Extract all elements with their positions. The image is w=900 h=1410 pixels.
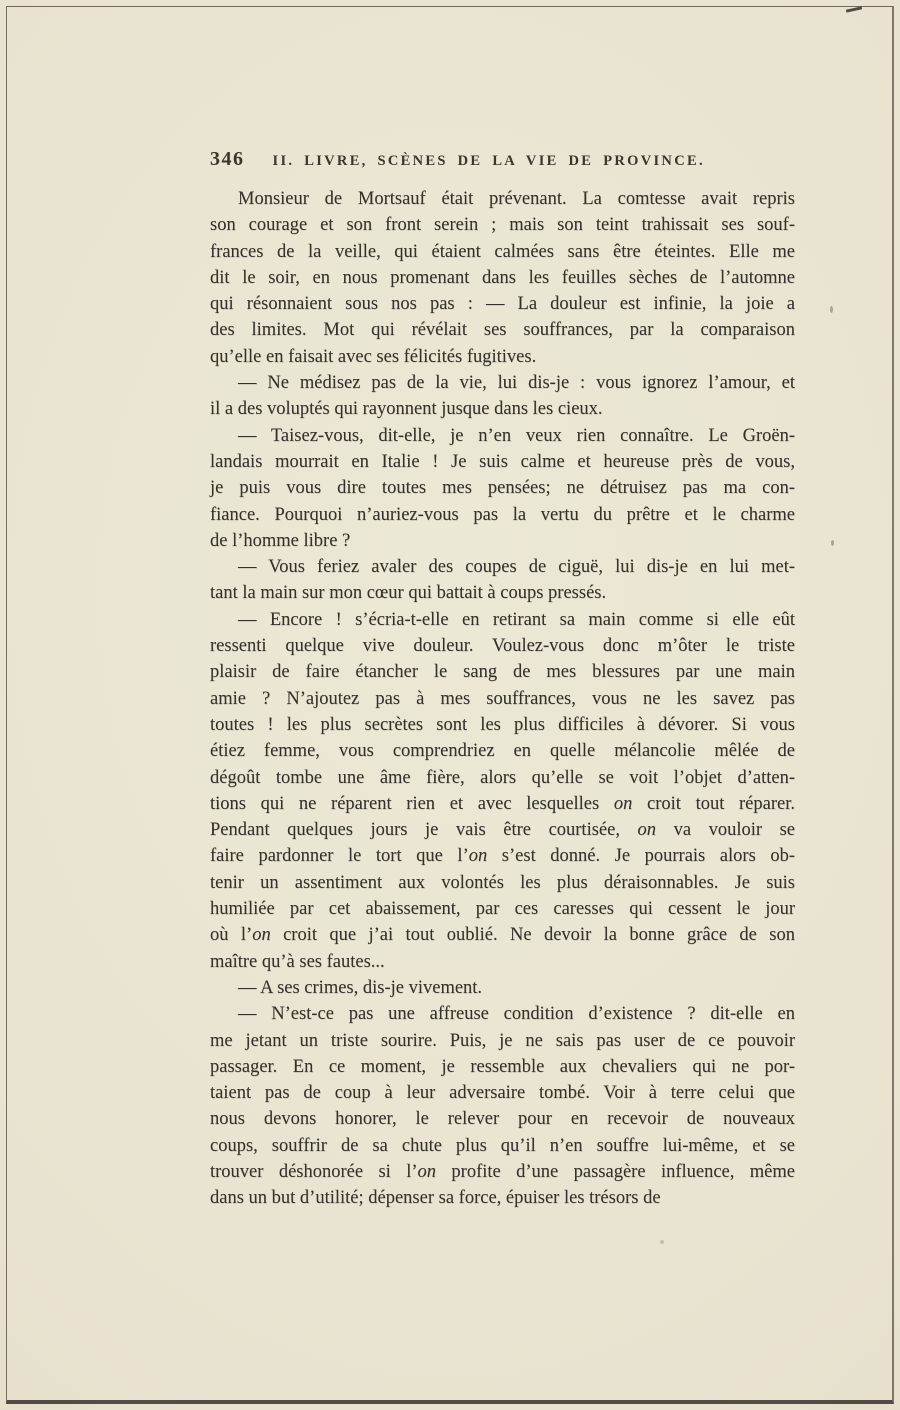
text-line: humiliée par cet abaissement, par ces caresses qui cessent le jour — [210, 899, 795, 920]
paragraph — [210, 554, 795, 607]
text-line: passager. En ce moment, je ressemble aux chevaliers qui ne por- — [210, 1056, 795, 1077]
paragraph — [210, 975, 795, 1001]
text-line: — Ne médisez pas de la vie, lui dis-je : vous ignorez l’amour, et — [238, 373, 795, 394]
text-line: qui résonnaient sous nos pas : — La douleur est infinie, la joie a — [210, 294, 795, 315]
text-line: amie ? N’ajoutez pas à mes souffrances, vous ne les savez pas — [210, 688, 795, 709]
running-title: II. LIVRE, SCÈNES DE LA VIE DE PROVINCE. — [272, 153, 705, 169]
page-header — [210, 148, 795, 171]
text-line: faire pardonner le tort que l’on s’est donné. Je pourrais alors ob- — [210, 846, 795, 867]
text-line: — Vous feriez avaler des coupes de ciguë, lui dis-je en lui met- — [238, 557, 795, 578]
text-line: Pendant quelques jours je vais être courtisée, on va vouloir se — [210, 820, 796, 841]
text-line: tions qui ne réparent rien et avec lesquelles on croit tout réparer. — [210, 793, 795, 814]
text-line: trouver déshonorée si l’on profite d’une passagère influence, même — [210, 1161, 795, 1182]
text-line: dégoût tombe une âme fière, alors qu’elle se voit l’objet d’atten- — [210, 767, 795, 788]
text-line: — Taisez-vous, dit-elle, je n’en veux rien connaître. Le Groën- — [238, 425, 795, 446]
text-line: nous devons honorer, le relever pour en recevoir de nouveaux — [210, 1109, 795, 1130]
text-line: coups, souffrir de sa chute plus qu’il n’en souffre lui-même, et se — [210, 1135, 795, 1156]
text-line: dans un but d’utilité; dépenser sa force, épuiser les trésors de — [210, 1188, 661, 1209]
paragraph — [210, 370, 795, 423]
text-line: étiez femme, vous comprendriez en quelle mélancolie mêlée de — [210, 741, 795, 762]
text-line: il a des voluptés qui rayonnent jusque dans les cieux. — [210, 399, 603, 420]
text-line: de l’homme libre ? — [210, 530, 351, 551]
scan-artifact — [831, 540, 834, 546]
text-line: fiance. Pourquoi n’auriez-vous pas la vertu du prêtre et le charme — [210, 504, 795, 525]
text-line: landais mourrait en Italie ! Je suis calme et heureuse près de vous, — [210, 451, 795, 472]
text-line: où l’on croit que j’ai tout oublié. Ne devoir la bonne grâce de son — [210, 925, 795, 946]
text-line: ressenti quelque vive douleur. Voulez-vous donc m’ôter le triste — [210, 636, 795, 657]
text-line: me jetant un triste sourire. Puis, je ne sais pas user de ce pouvoir — [210, 1030, 795, 1051]
text-line: Monsieur de Mortsauf était prévenant. La comtesse avait repris — [238, 189, 795, 209]
scan-artifact — [660, 1240, 664, 1244]
text-line: tant la main sur mon cœur qui battait à coups pressés. — [210, 583, 607, 604]
text-line: maître qu’à ses fautes... — [210, 951, 385, 972]
text-line: taient pas de coup à leur adversaire tombé. Voir à terre celui que — [210, 1083, 795, 1104]
paragraph — [210, 607, 795, 975]
text-line: tenir un assentiment aux volontés les plus déraisonnables. Je suis — [210, 872, 795, 893]
paragraph — [210, 1001, 795, 1211]
paragraph — [210, 423, 795, 554]
text-block — [210, 186, 795, 1212]
scan-artifact — [830, 306, 833, 313]
text-line: son courage et son front serein ; mais son teint trahissait ses souf- — [210, 215, 795, 236]
text-line: plaisir de faire étancher le sang de mes blessures par une main — [210, 662, 795, 683]
text-line: toutes ! les plus secrètes sont les plus difficiles à dévorer. Si vous — [210, 714, 795, 735]
text-line: dit le soir, en nous promenant dans les feuilles sèches de l’automne — [210, 267, 795, 288]
text-line: frances de la veille, qui étaient calmées sans être éteintes. Elle me — [210, 241, 795, 262]
text-line: — N’est-ce pas une affreuse condition d’existence ? dit-elle en — [238, 1004, 795, 1025]
text-line: qu’elle en faisait avec ses félicités fugitives. — [210, 346, 537, 367]
scan-artifact — [846, 6, 862, 12]
text-line: des limites. Mot qui révélait ses souffrances, par la comparaison — [210, 320, 795, 341]
page-number: 346 — [210, 148, 245, 170]
text-line: — A ses crimes, dis-je vivement. — [238, 977, 483, 998]
text-line: — Encore ! s’écria-t-elle en retirant sa main comme si elle eût — [238, 609, 795, 630]
paragraph — [210, 186, 795, 370]
text-line: je puis vous dire toutes mes pensées; ne détruisez pas ma con- — [210, 478, 795, 499]
